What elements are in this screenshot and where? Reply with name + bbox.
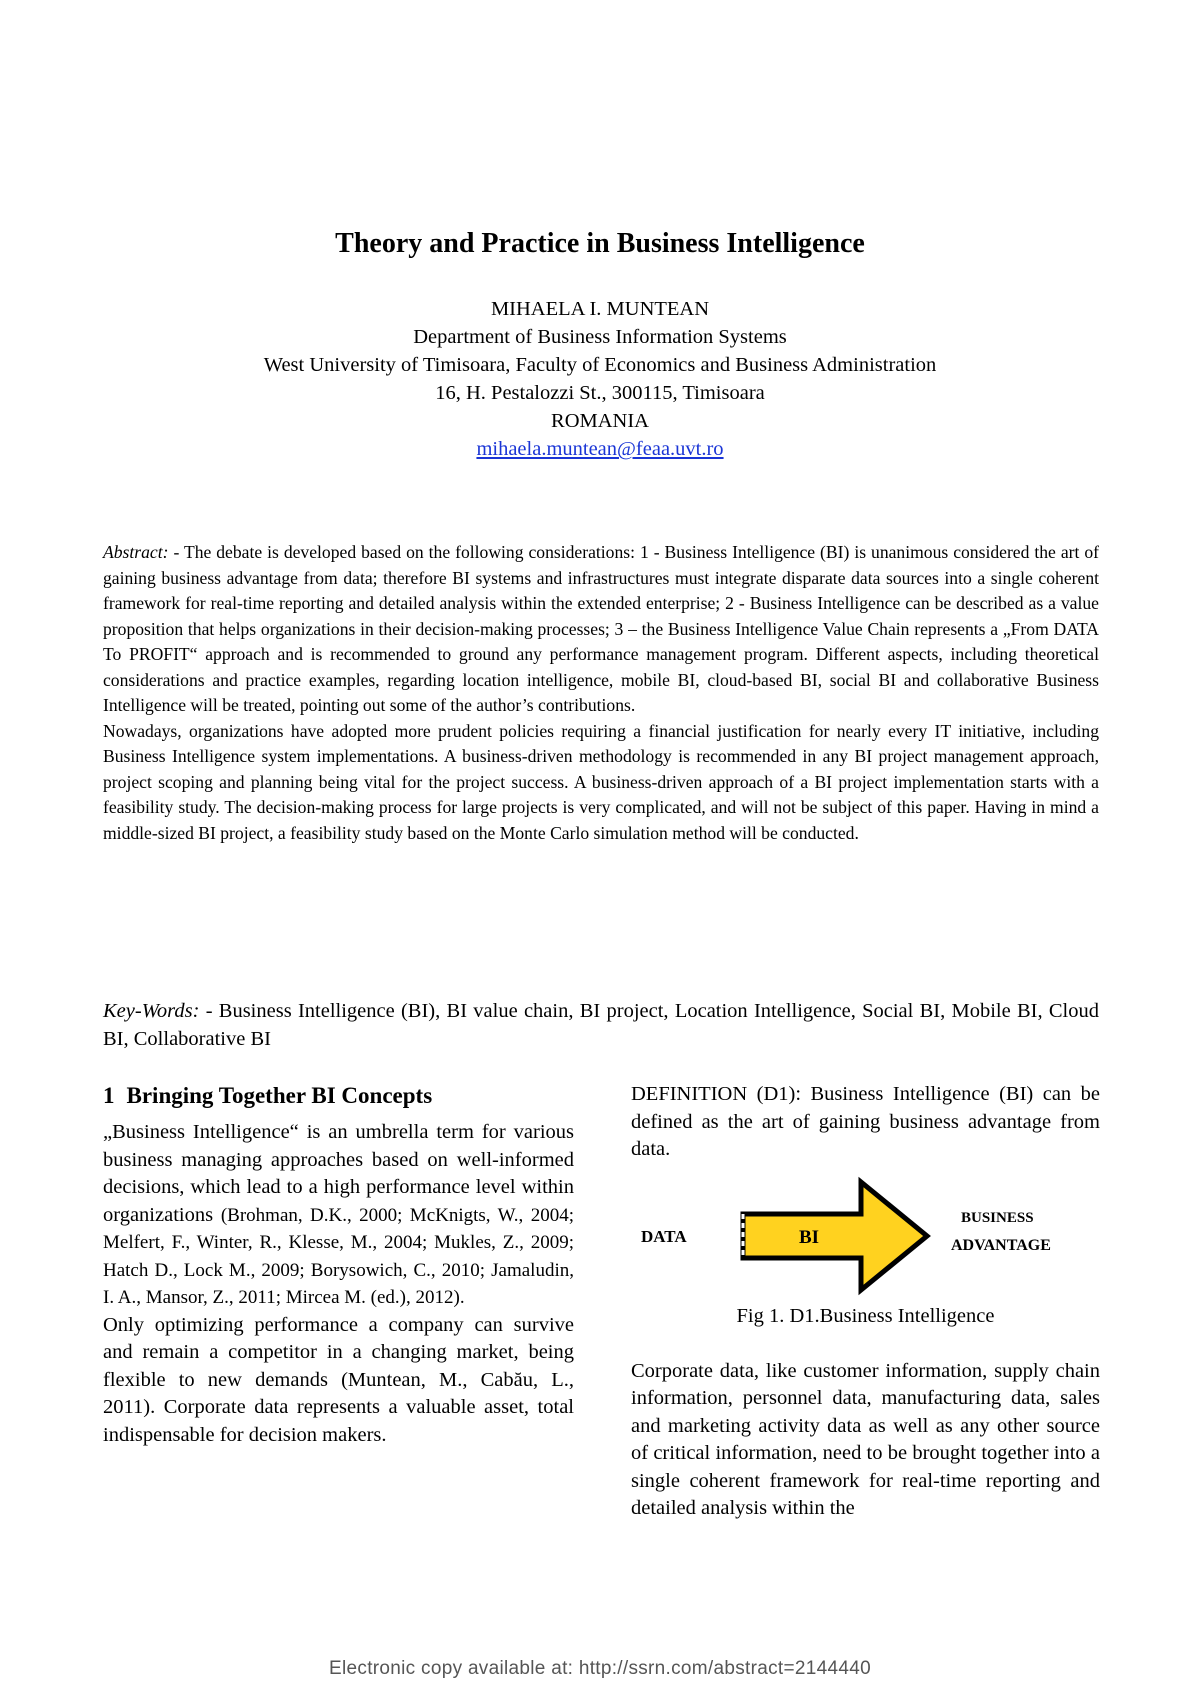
keywords <box>103 997 1099 1053</box>
keywords-text: - Business Intelligence (BI), BI value chain, BI project, Location Intelligence, Social BI, Mobile BI, Cloud BI, Collaborative BI <box>103 1000 1099 1050</box>
author-block <box>0 295 1200 463</box>
section-1-heading <box>103 1081 574 1111</box>
author-name: MIHAELA I. MUNTEAN <box>490 298 710 320</box>
section-title: Bringing Together BI Concepts <box>126 1083 433 1108</box>
abstract-paragraph-2: Nowadays, organizations have adopted more prudent policies requiring a financial justification for nearly every IT initiative, including Business Intelligence system implementations. A business-driven methodology is recommended in any BI project management approach, project scoping and planning being vital for the project success. A business-driven approach of a BI project implementation starts with a feasibility study. The decision-making process for large projects is very complicated, and will not be subject of this paper. Having in mind a middle-sized BI project, a feasibility study based on the Monte Carlo simulation method will be conducted. <box>103 720 1099 843</box>
abstract-text-1: - The debate is developed based on the following considerations: 1 - Business Intelligence (BI) is unanimous considered the art of gaining business advantage from data; therefore BI systems and infrastructures must integrate disparate data sources into a single coherent framework for real-time reporting and detailed analysis within the extended enterprise; 2 - Business Intelligence can be described as a value proposition that helps organizations in their decision-making processes; 3 – the Business Intelligence Value Chain represents a „From DATA To PROFIT“ approach and is recommended to ground any performance management program. Different aspects, including theoretical considerations and practice examples, regarding location intelligence, mobile BI, cloud-based BI, social BI and collaborative Business Intelligence will be treated, pointing out some of the author’s contributions. <box>103 542 1099 715</box>
section-1-paragraph-3: Corporate data, like customer information, supply chain information, personnel data, manufacturing data, sales and marketing activity data as well as any other source of critical information, need to be brought together into a single coherent framework for real-time reporting and detailed analysis within the <box>631 1359 1100 1519</box>
bi-label: BI <box>799 1226 820 1248</box>
abstract <box>103 540 1099 846</box>
section-1-paragraph-2: Only optimizing performance a company can survive and remain a competitor in a changing market, being flexible to new demands (Muntean, M., Cabău, L., 2011). Corporate data represents a valuable asset, total indispensable for decision makers. <box>103 1313 574 1446</box>
abstract-paragraph-1 <box>103 540 1099 719</box>
author-department: Department of Business Information Systems <box>413 326 787 348</box>
figure-1 <box>631 1176 1100 1296</box>
footer-ssrn-notice: Electronic copy available at: http://ssrn.com/abstract=2144440 <box>329 1658 871 1679</box>
paragraph-1-text: „Business Intelligence“ is an umbrella term for various business managing approaches based on well-informed decisions, which lead to a high performance level within organizations <box>103 1121 574 1226</box>
bi-arrow-diagram <box>631 1176 1100 1296</box>
author-country: ROMANIA <box>551 410 649 432</box>
author-address: 16, H. Pestalozzi St., 300115, Timisoara <box>435 382 765 404</box>
author-email-link[interactable]: mihaela.muntean@feaa.uvt.ro <box>476 438 724 460</box>
section-number: 1 <box>103 1083 115 1108</box>
abstract-label: Abstract: <box>103 542 169 562</box>
advantage-label: ADVANTAGE <box>951 1236 1051 1254</box>
paper-title: Theory and Practice in Business Intelligence <box>335 228 865 259</box>
keywords-label: Key-Words: <box>103 1000 200 1022</box>
author-university: West University of Timisoara, Faculty of Economics and Business Administration <box>263 354 937 376</box>
section-1-paragraph-1 <box>103 1119 574 1312</box>
definition-d1: DEFINITION (D1): Business Intelligence (BI) can be defined as the art of gaining business advantage from data. <box>631 1083 1100 1160</box>
right-column <box>631 1081 1100 1523</box>
bi-arrow <box>743 1182 927 1290</box>
business-label: BUSINESS <box>961 1209 1034 1226</box>
figure-1-caption: Fig 1. D1.Business Intelligence <box>736 1304 995 1327</box>
left-column <box>103 1081 574 1449</box>
data-label: DATA <box>641 1226 687 1246</box>
citation-list: (Brohman, D.K., 2000; McKnigts, W., 2004; Melfert, F., Winter, R., Klesse, M., 2004; Mukles, Z., 2009; Hatch D., Lock M., 2009; Borysowich, C., 2010; Jamaludin, I. A., Mansor, Z., 2011; Mircea M. (ed.), 2012). <box>103 1204 574 1308</box>
